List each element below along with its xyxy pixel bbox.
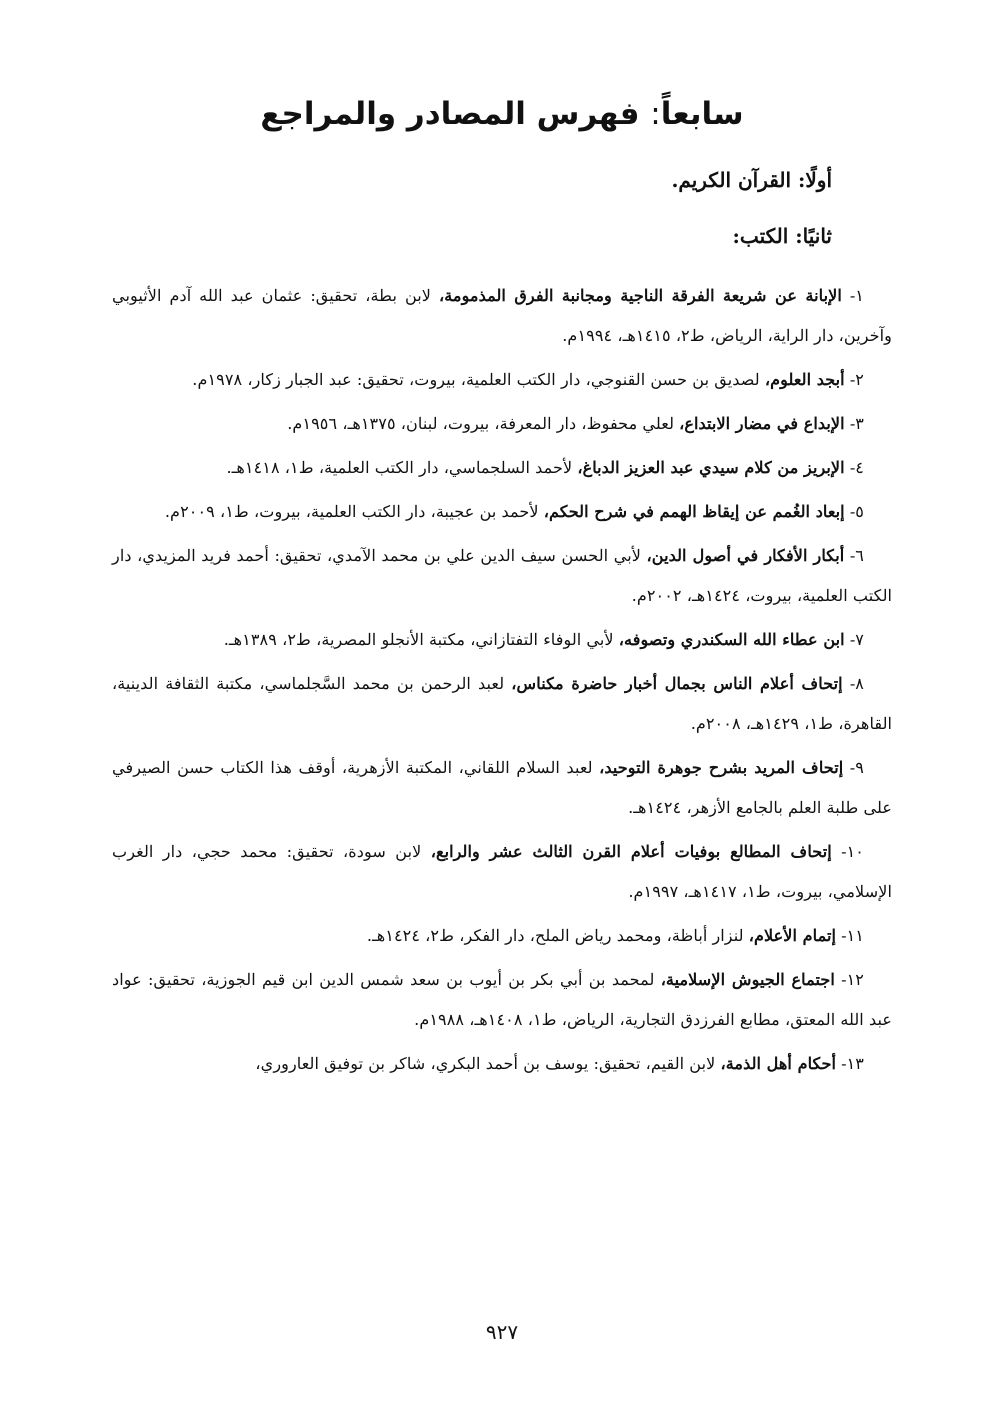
- reference-number: ٨-: [849, 674, 864, 693]
- reference-title: إتحاف المريد بشرح جوهرة التوحيد،: [599, 758, 844, 777]
- reference-item: [112, 1044, 892, 1084]
- reference-number: ١١-: [841, 926, 864, 945]
- reference-details: لابن بطة، تحقيق: عثمان عبد الله آدم الأثيوبي وآخرين، دار الراية، الرياض، ط٢، ١٤١٥هـ، ١٩٩٤م.: [112, 286, 892, 345]
- reference-details: لابن القيم، تحقيق: يوسف بن أحمد البكري، شاكر بن توفيق العاروري،: [255, 1054, 721, 1073]
- reference-number: ١٠-: [841, 842, 864, 861]
- title-text: فهرس المصادر والمراجع: [260, 96, 640, 132]
- reference-item: [112, 360, 892, 400]
- reference-item: [112, 536, 892, 616]
- reference-number: ١٢-: [841, 970, 864, 989]
- reference-details: لأبي الوفاء التفتازاني، مكتبة الأنجلو المصرية، ط٢، ١٣٨٩هـ.: [223, 630, 619, 649]
- reference-number: ٤-: [849, 458, 864, 477]
- reference-number: ٣-: [849, 414, 864, 433]
- reference-number: ٥-: [849, 502, 864, 521]
- reference-details: لصديق بن حسن القنوجي، دار الكتب العلمية، بيروت، تحقيق: عبد الجبار زكار، ١٩٧٨م.: [192, 370, 765, 389]
- page-title: [0, 96, 1004, 132]
- reference-item: [112, 448, 892, 488]
- title-prefix: سابعاً: [660, 96, 744, 132]
- reference-item: [112, 404, 892, 444]
- reference-number: ٢-: [849, 370, 864, 389]
- reference-number: ٩-: [849, 758, 864, 777]
- reference-title: أبجد العلوم،: [764, 370, 845, 389]
- reference-details: لأبي الحسن سيف الدين علي بن محمد الآمدي، تحقيق: أحمد فريد المزيدي، دار الكتب العلمية، بيروت، ١٤٢٤هـ، ٢٠٠٢م.: [112, 546, 892, 605]
- reference-title: أبكار الأفكار في أصول الدين،: [646, 546, 845, 565]
- reference-details: لعبد السلام اللقاني، المكتبة الأزهرية، أوقف هذا الكتاب حسن الصيرفي على طلبة العلم بالجامع الأزهر، ١٤٢٤هـ.: [112, 758, 892, 817]
- reference-number: ١-: [849, 286, 864, 305]
- reference-item: [112, 960, 892, 1040]
- section-heading-books: ثانيًا: الكتب:: [732, 224, 832, 248]
- reference-details: لمحمد بن أبي بكر بن أيوب بن سعد شمس الدين ابن قيم الجوزية، تحقيق: عواد عبد الله المعتق، مطابع الفرزدق التجارية، الرياض، ط١، ١٤٠٨هـ، ١٩٨٨م.: [112, 970, 892, 1029]
- reference-title: الإبداع في مضار الابتداع،: [679, 414, 845, 433]
- reference-title: اجتماع الجيوش الإسلامية،: [660, 970, 835, 989]
- reference-details: لابن سودة، تحقيق: محمد حجي، دار الغرب الإسلامي، بيروت، ط١، ١٤١٧هـ، ١٩٩٧م.: [112, 842, 892, 901]
- reference-item: [112, 664, 892, 744]
- reference-details: لنزار أباظة، ومحمد رياض الملح، دار الفكر، ط٢، ١٤٢٤هـ.: [366, 926, 749, 945]
- reference-title: إتمام الأعلام،: [748, 926, 836, 945]
- reference-title: إتحاف أعلام الناس بجمال أخبار حاضرة مكناس،: [511, 674, 843, 693]
- section-heading-quran: أولًا: القرآن الكريم.: [671, 168, 832, 192]
- reference-number: ٧-: [849, 630, 864, 649]
- reference-details: لعبد الرحمن بن محمد السَّجلماسي، مكتبة الثقافة الدينية، القاهرة، ط١، ١٤٢٩هـ، ٢٠٠٨م.: [112, 674, 892, 733]
- reference-item: [112, 276, 892, 356]
- reference-title: إبعاد الغُمم عن إيقاظ الهمم في شرح الحكم،: [543, 502, 845, 521]
- reference-item: [112, 832, 892, 912]
- reference-details: لأحمد بن عجيبة، دار الكتب العلمية، بيروت، ط١، ٢٠٠٩م.: [164, 502, 544, 521]
- reference-title: الإبريز من كلام سيدي عبد العزيز الدباغ،: [577, 458, 845, 477]
- reference-item: [112, 620, 892, 660]
- reference-item: [112, 916, 892, 956]
- reference-number: ١٣-: [841, 1054, 864, 1073]
- page-number: ٩٢٧: [485, 1320, 519, 1344]
- title-separator: :: [650, 96, 661, 132]
- reference-item: [112, 492, 892, 532]
- reference-details: لعلي محفوظ، دار المعرفة، بيروت، لبنان، ١٣٧٥هـ، ١٩٥٦م.: [287, 414, 680, 433]
- reference-list: [112, 276, 892, 1088]
- reference-title: أحكام أهل الذمة،: [720, 1054, 836, 1073]
- reference-title: إتحاف المطالع بوفيات أعلام القرن الثالث عشر والرابع،: [430, 842, 832, 861]
- reference-title: الإبانة عن شريعة الفرقة الناجية ومجانبة الفرق المذمومة،: [439, 286, 842, 305]
- reference-title: ابن عطاء الله السكندري وتصوفه،: [618, 630, 845, 649]
- reference-number: ٦-: [849, 546, 864, 565]
- reference-details: لأحمد السلجماسي، دار الكتب العلمية، ط١، ١٤١٨هـ.: [226, 458, 578, 477]
- reference-item: [112, 748, 892, 828]
